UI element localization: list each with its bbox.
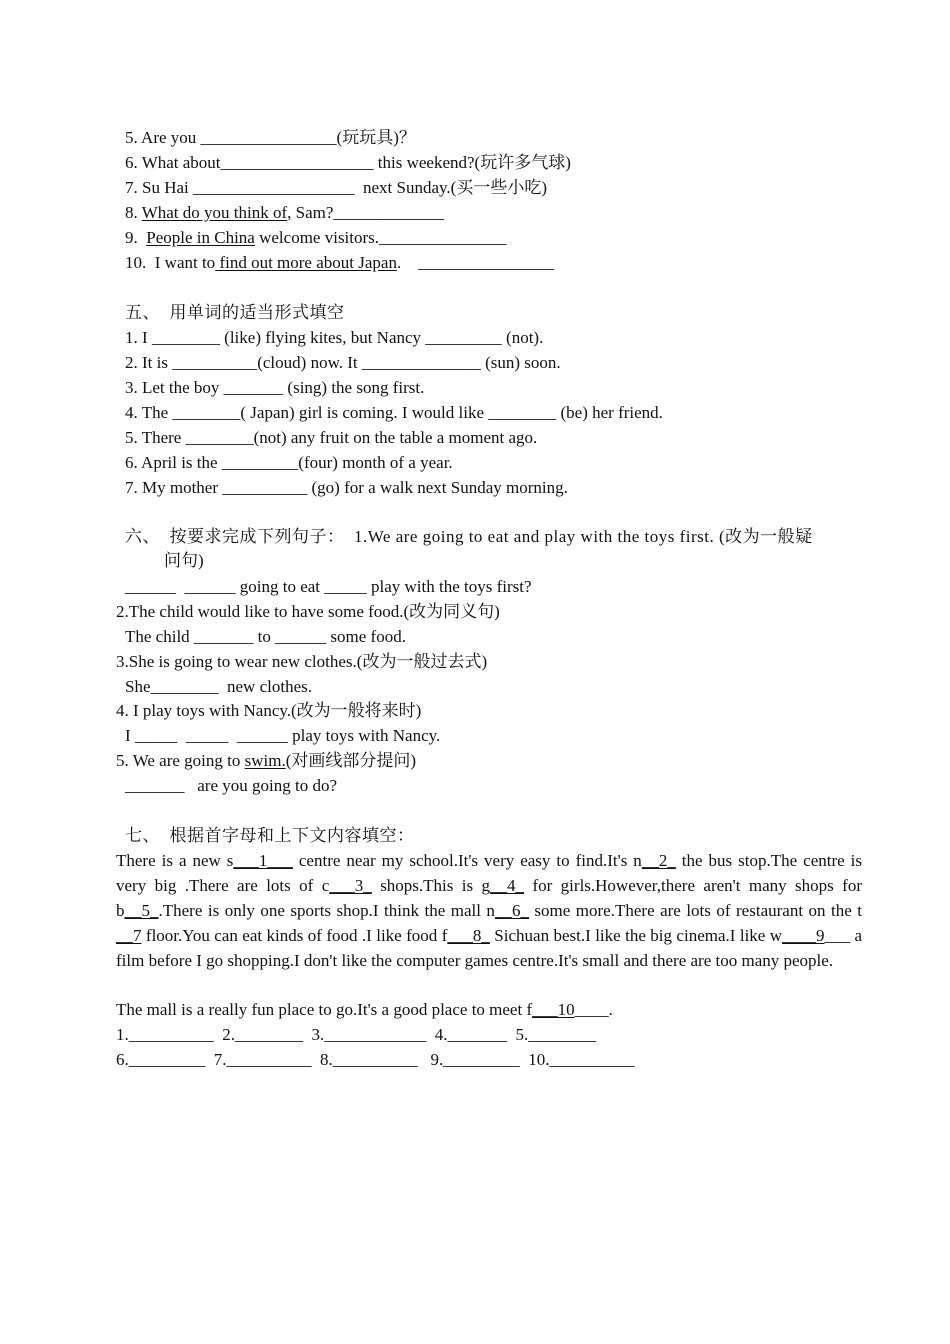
s5-item-1: 1. I ________ (like) flying kites, but Nancy _________ (not). <box>125 328 544 347</box>
passage-text: the bus stop.The centre is very big .There are lots of c <box>116 851 863 895</box>
section6-title-continued: 问句) <box>164 551 204 570</box>
s5-item-4: 4. The ________( Japan) girl is coming. I would like ________ (be) her friend. <box>125 403 663 422</box>
q9-number: 9. <box>125 228 147 247</box>
s6-question-2: 2.The child would like to have some food.(改为同义句) <box>116 602 500 621</box>
s4-question-10 <box>125 250 554 275</box>
s6-answer-1: ______ ______ going to eat _____ play with the toys first? <box>125 577 532 596</box>
s5-item-6: 6. April is the _________(four) month of a year. <box>125 453 453 472</box>
section6-title: 六、 按要求完成下列句子： 1.We are going to eat and play with the toys first. (改为一般疑 <box>125 527 813 546</box>
s6-answer-4: I _____ _____ ______ play toys with Nancy. <box>125 726 441 745</box>
q8-number: 8. <box>125 203 142 222</box>
blank-8: ___8_ <box>447 926 490 945</box>
s5-item-5: 5. There ________(not) any fruit on the table a moment ago. <box>125 428 538 447</box>
passage-text: shops.This is g <box>371 876 491 895</box>
passage-text: .There is only one sports shop.I think the mall n <box>158 901 495 920</box>
s4-question-6: 6. What about__________________ this weekend?(玩许多气球) <box>125 153 571 172</box>
passage-text: There is a new s <box>116 851 234 870</box>
passage-text: centre near my school.It's very easy to find.It's n <box>292 851 642 870</box>
s4-question-9 <box>125 225 507 250</box>
s5-item-3: 3. Let the boy _______ (sing) the song first. <box>125 378 425 397</box>
blank-1: ___1___ <box>233 851 293 870</box>
passage-text: ____. <box>574 1000 613 1019</box>
s6-question-5 <box>116 748 416 773</box>
s4-question-7: 7. Su Hai ___________________ next Sunday.(买一些小吃) <box>125 178 547 197</box>
blank-5: __5_ <box>124 901 159 920</box>
blank-7: __7 <box>116 926 142 945</box>
passage-text: floor.You can eat kinds of food .I like food f <box>141 926 448 945</box>
q10-rest: . ________________ <box>396 253 555 272</box>
s6-q5-instruction: (对画线部分提问) <box>285 751 417 770</box>
blank-2: __2_ <box>641 851 676 870</box>
passage-text: ___ a film before I go shopping.I don't like the computer games centre.It's small and there are too many people. <box>116 926 862 970</box>
passage-text: some more.There are lots of restaurant on the t <box>528 901 862 920</box>
blank-4: __4_ <box>490 876 525 895</box>
blank-9: ____9 <box>782 926 825 945</box>
s6-question-3: 3.She is going to wear new clothes.(改为一般过去式) <box>116 652 488 671</box>
q9-underlined-phrase: People in China <box>146 228 255 247</box>
s7-answer-row-2: 6._________ 7.__________ 8.__________ 9._________ 10.__________ <box>116 1050 635 1069</box>
section7-title: 七、 根据首字母和上下文内容填空： <box>125 826 415 845</box>
blank-3: ___3_ <box>329 876 372 895</box>
blank-6: __6_ <box>494 901 529 920</box>
passage-text: The mall is a really fun place to go.It's a good place to meet f <box>116 1000 533 1019</box>
s4-question-5: 5. Are you ________________(玩玩具)？ <box>125 128 416 147</box>
s6-q5-underlined-word: swim. <box>244 751 286 770</box>
s6-answer-2: The child _______ to ______ some food. <box>125 627 406 646</box>
q10-number: 10. I want to <box>125 253 216 272</box>
passage-text: Sichuan best.I like the big cinema.I like w <box>489 926 783 945</box>
passage-text: for girls.However,there aren't many shops for b <box>116 876 862 920</box>
section5-title: 五、 用单词的适当形式填空 <box>125 303 345 322</box>
s5-item-7: 7. My mother __________ (go) for a walk next Sunday morning. <box>125 478 568 497</box>
s7-passage-last-line <box>116 997 613 1022</box>
s4-question-8 <box>125 200 444 225</box>
s7-answer-row-1: 1.__________ 2.________ 3.____________ 4._______ 5.________ <box>116 1025 597 1044</box>
s5-item-2: 2. It is __________(cloud) now. It ______________ (sun) soon. <box>125 353 561 372</box>
q9-rest: welcome visitors._______________ <box>254 228 507 247</box>
q8-rest: , Sam?_____________ <box>287 203 444 222</box>
q10-underlined-phrase: find out more about Japan <box>215 253 397 272</box>
s6-question-4: 4. I play toys with Nancy.(改为一般将来时) <box>116 701 422 720</box>
s7-passage <box>116 848 862 973</box>
q8-underlined-phrase: What do you think of <box>141 203 288 222</box>
blank-10: ___10 <box>532 1000 575 1019</box>
s6-answer-5: _______ are you going to do? <box>125 776 337 795</box>
s6-answer-3: She________ new clothes. <box>125 677 312 696</box>
s6-q5-text: 5. We are going to <box>116 751 245 770</box>
